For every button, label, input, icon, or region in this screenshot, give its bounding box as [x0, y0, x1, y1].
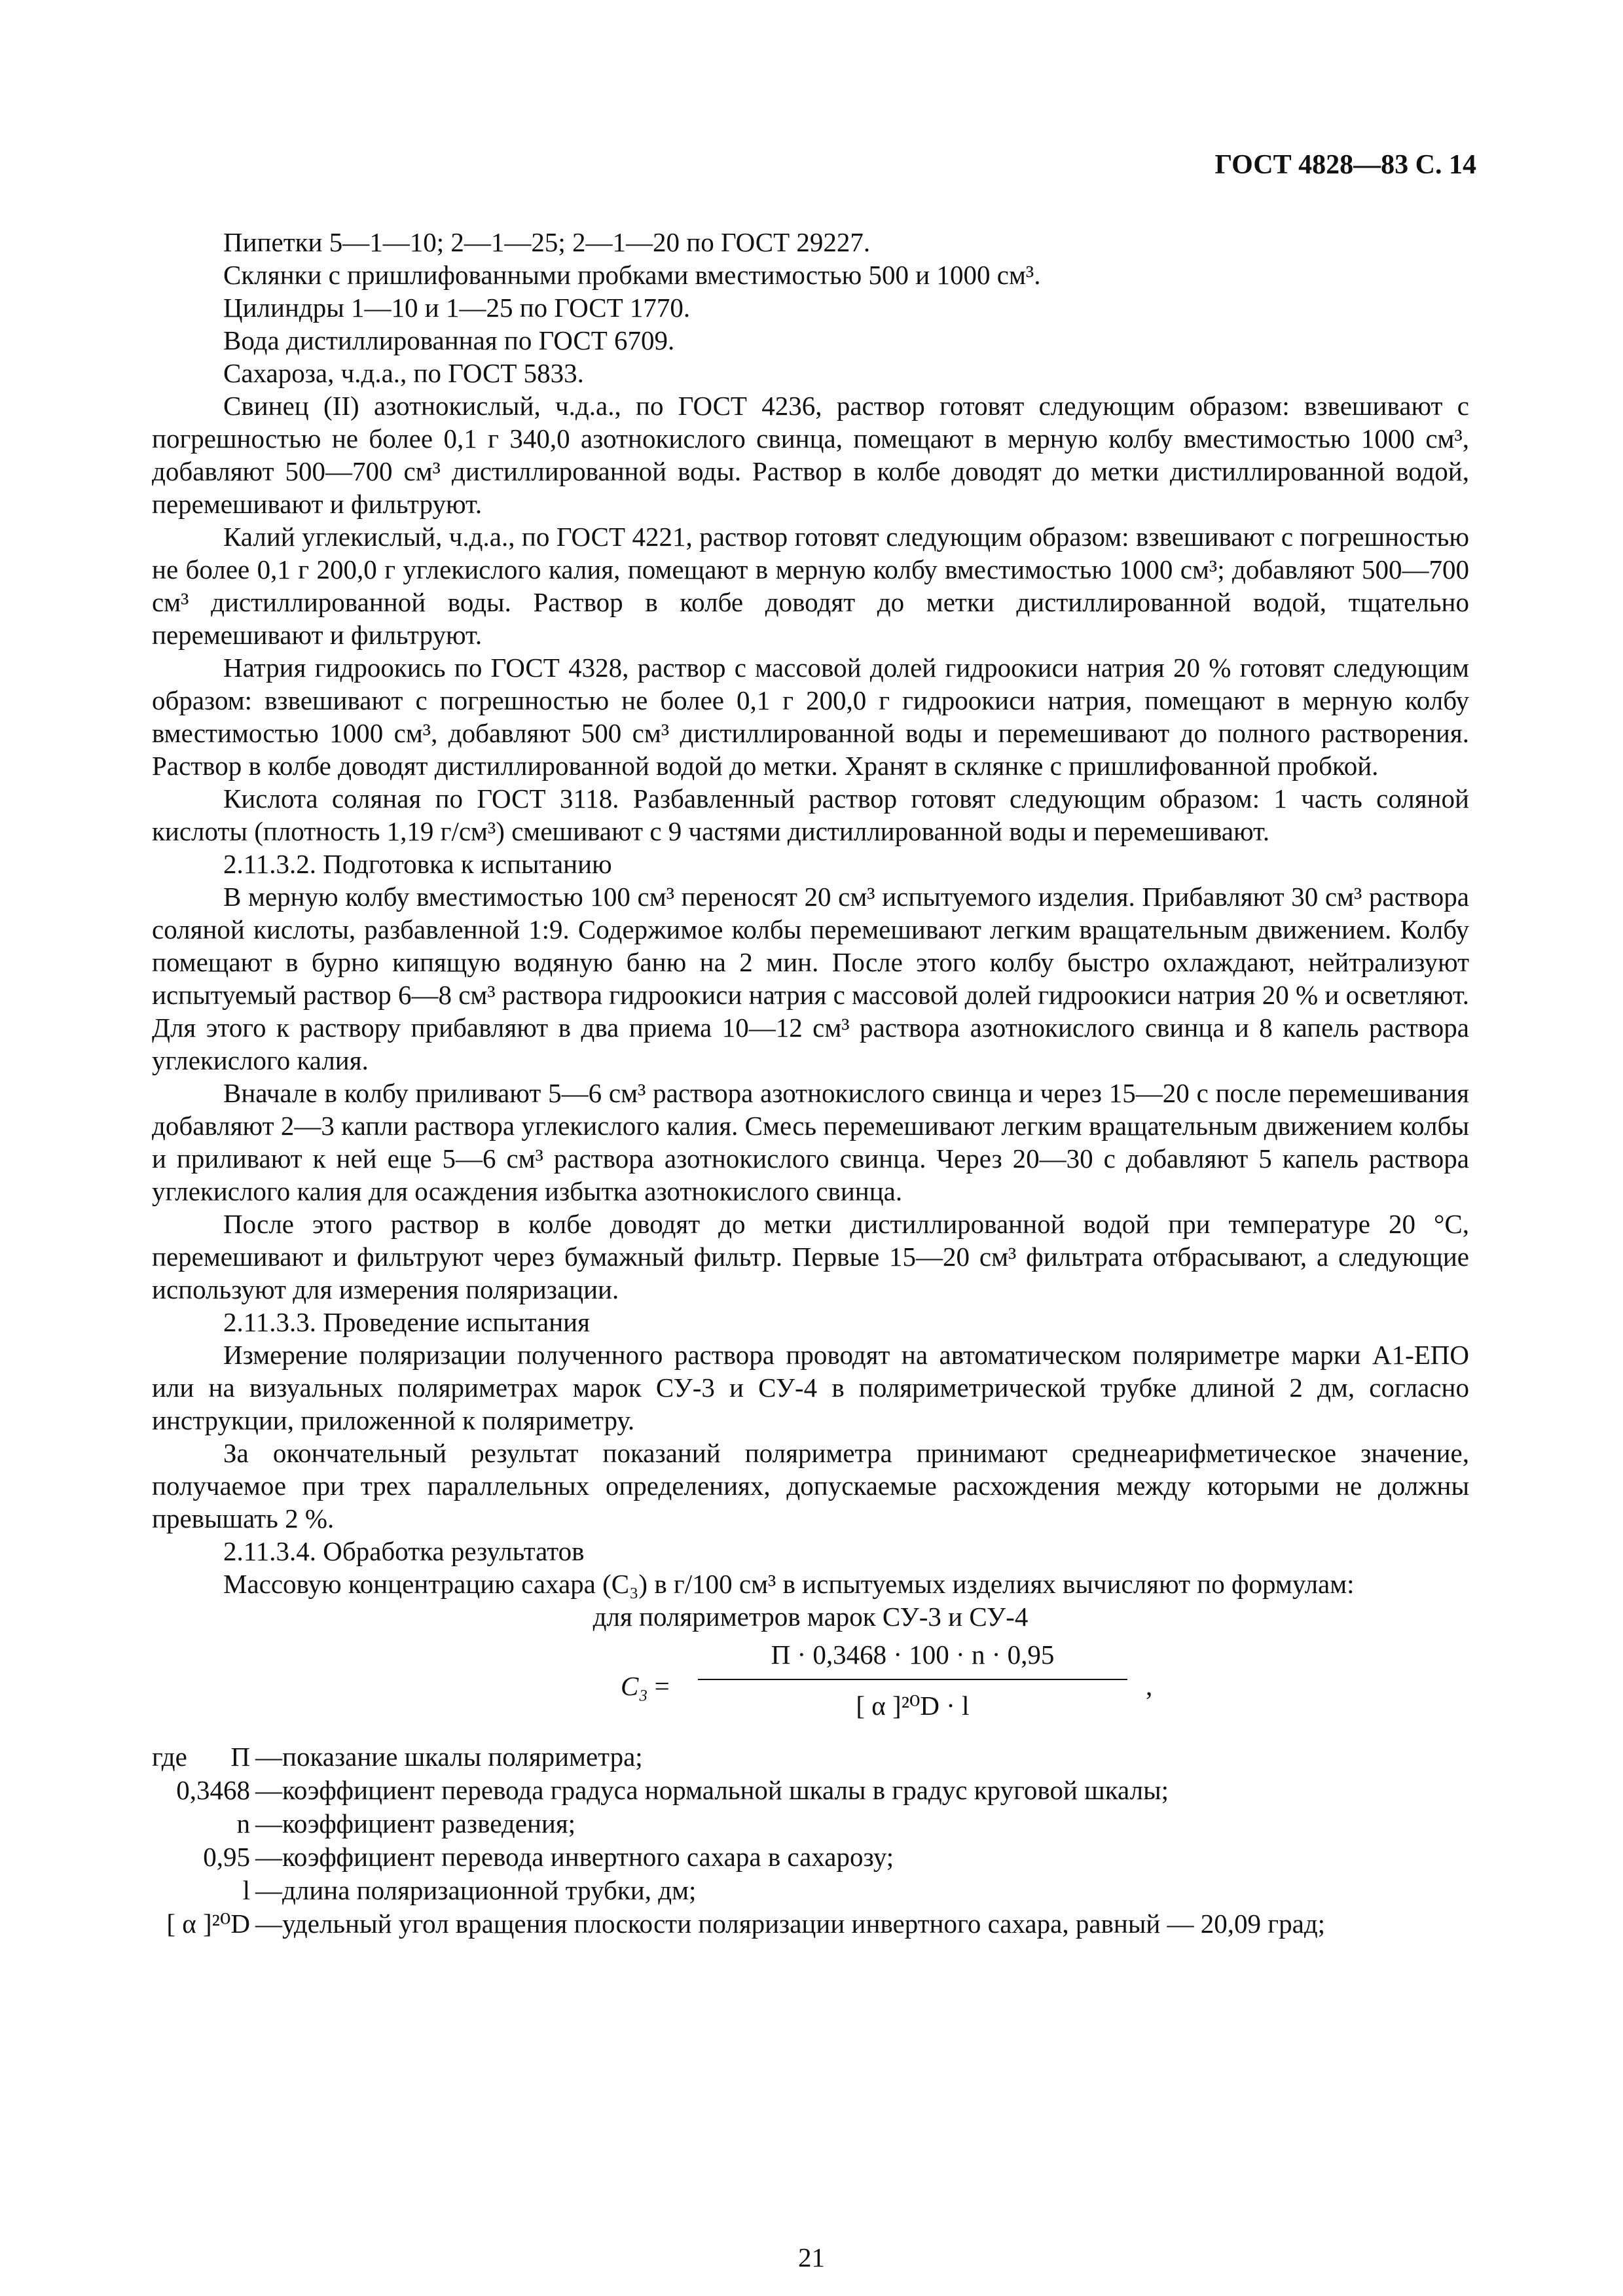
- paragraph: Сахароза, ч.д.а., по ГОСТ 5833.: [223, 358, 584, 388]
- definitions-list: [152, 1740, 1469, 1941]
- definition-row: [152, 1907, 1469, 1941]
- paragraph: Склянки с пришлифованными пробками вместимостью 500 и 1000 см³.: [223, 260, 1041, 290]
- definition-symbol: n: [236, 1808, 250, 1839]
- definition-row: [152, 1840, 1469, 1874]
- definition-row: [152, 1740, 1469, 1774]
- paragraph: После этого раствор в колбе доводят до метки дистиллированной водой при температуре 20 °С, перемешивают и фильтруют через бумажный фильтр. Первые 15—20 см³ фильтрата отбрасывают, а следующие используют для измерения поляризации.: [152, 1209, 1469, 1304]
- running-head: ГОСТ 4828—83 С. 14: [1214, 150, 1476, 180]
- paragraph: Массовую концентрацию сахара (C₃) в г/100 см³ в испытуемых изделиях вычисляют по формулам:: [223, 1569, 1355, 1599]
- formula-equals: =: [654, 1671, 670, 1701]
- section-heading: 2.11.3.2. Подготовка к испытанию: [223, 849, 612, 879]
- paragraph: В мерную колбу вместимостью 100 см³ переносят 20 см³ испытуемого изделия. Прибавляют 30 см³ раствора соляной кислоты, разбавленной 1:9. Содержимое колбы перемешивают легким вращательным движением. Колбу помещают в бурно кипящую водяную баню на 2 мин. После этого колбу быстро охлаждают, нейтрализуют испытуемый раствор 6—8 см³ раствора гидроокиси натрия с массовой долей гидроокиси натрия 20 % и осветляют. Для этого к раствору прибавляют в два приема 10—12 см³ раствора азотнокислого свинца и 8 капель раствора углекислого калия.: [152, 882, 1470, 1075]
- section-heading: 2.11.3.3. Проведение испытания: [223, 1307, 590, 1337]
- paragraph: Калий углекислый, ч.д.а., по ГОСТ 4221, раствор готовят следующим образом: взвешивают с погрешностью не более 0,1 г 200,0 г углекислого калия, помещают в мерную колбу вместимостью 1000 см³; добавляют 500—700 см³ дистиллированной воды. Раствор в колбе доводят до метки дистиллированной водой, тщательно перемешивают и фильтруют.: [152, 522, 1469, 650]
- page-number: 21: [798, 2242, 825, 2272]
- paragraph: Вода дистиллированная по ГОСТ 6709.: [223, 325, 675, 355]
- formula-lhs-symbol: C₃: [621, 1671, 648, 1701]
- paragraph: Натрия гидроокись по ГОСТ 4328, раствор с массовой долей гидроокиси натрия 20 % готовят следующим образом: взвешивают с погрешностью не более 0,1 г 200,0 г гидроокиси натрия, помещают в мерную колбу вместимостью 1000 см³, добавляют 500 см³ дистиллированной воды и перемешивают до полного растворения. Раствор в колбе доводят дистиллированной водой до метки. Хранят в склянке с пришлифованной пробкой.: [152, 653, 1469, 781]
- formula-comma: ,: [1146, 1671, 1153, 1701]
- paragraph: Цилиндры 1—10 и 1—25 по ГОСТ 1770.: [223, 293, 691, 323]
- formula-denominator: [ α ]²⁰D · l: [856, 1691, 970, 1721]
- definition-symbol: П: [230, 1742, 250, 1772]
- definition-row: [152, 1774, 1469, 1807]
- paragraph: Измерение поляризации полученного раствора проводят на автоматическом поляриметре марки А1-ЕПО или на визуальных поляриметрах марок СУ-3 и СУ-4 в поляриметрической трубке длиной 2 дм, согласно инструкции, приложенной к поляриметру.: [152, 1340, 1469, 1435]
- definition-text: —коэффициент разведения;: [255, 1808, 576, 1839]
- definition-text: —коэффициент перевода градуса нормальной шкалы в градус круговой шкалы;: [255, 1775, 1169, 1805]
- formula-numerator: П · 0,3468 · 100 · n · 0,95: [771, 1640, 1055, 1670]
- paragraph: Вначале в колбу приливают 5—6 см³ раствора азотнокислого свинца и через 15—20 с после перемешивания добавляют 2—3 капли раствора углекислого калия. Смесь перемешивают легким вращательным движением колбы и приливают к ней еще 5—6 см³ раствора азотнокислого свинца. Через 20—30 с добавляют 5 капель раствора углекислого калия для осаждения избытка азотнокислого свинца.: [152, 1078, 1469, 1206]
- formula-fraction: [684, 1638, 1142, 1722]
- definition-row: [152, 1807, 1469, 1840]
- definition-text: —показание шкалы поляриметра;: [255, 1742, 643, 1772]
- definition-text: —длина поляризационной трубки, дм;: [255, 1875, 697, 1905]
- formula: [152, 1638, 1469, 1736]
- paragraph: Кислота соляная по ГОСТ 3118. Разбавленный раствор готовят следующим образом: 1 часть соляной кислоты (плотность 1,19 г/см³) смешивают с 9 частями дистиллированной воды и перемешивают.: [152, 783, 1469, 846]
- paragraph: За окончательный результат показаний поляриметра принимают среднеарифметическое значение, получаемое при трех параллельных определениях, допускаемые расхождения между которыми не должны превышать 2 %.: [152, 1438, 1469, 1534]
- definition-symbol: [ α ]²⁰D: [166, 1909, 250, 1939]
- definition-symbol: 0,3468: [176, 1775, 250, 1805]
- section-heading: 2.11.3.4. Обработка результатов: [223, 1536, 585, 1566]
- definition-text: —коэффициент перевода инвертного сахара в сахарозу;: [255, 1842, 894, 1872]
- definition-symbol: 0,95: [203, 1842, 250, 1872]
- formula-caption: для поляриметров марок СУ-3 и СУ-4: [593, 1602, 1029, 1632]
- paragraph: Свинец (II) азотнокислый, ч.д.а., по ГОСТ 4236, раствор готовят следующим образом: взвешивают с погрешностью не более 0,1 г 340,0 азотнокислого свинца, помещают в мерную колбу вместимостью 1000 см³, добавляют 500—700 см³ дистиллированной воды. Раствор в колбе доводят до метки дистиллированной водой, перемешивают и фильтруют.: [152, 391, 1469, 519]
- document-body: [152, 226, 1469, 1941]
- paragraph: Пипетки 5—1—10; 2—1—25; 2—1—20 по ГОСТ 29227.: [223, 227, 871, 257]
- formula-lhs: [621, 1670, 670, 1702]
- where-label: где: [152, 1742, 187, 1772]
- definition-symbol: l: [242, 1875, 250, 1905]
- definition-text: —удельный угол вращения плоскости поляризации инвертного сахара, равный — 20,09 град;: [255, 1909, 1326, 1939]
- definition-row: [152, 1874, 1469, 1907]
